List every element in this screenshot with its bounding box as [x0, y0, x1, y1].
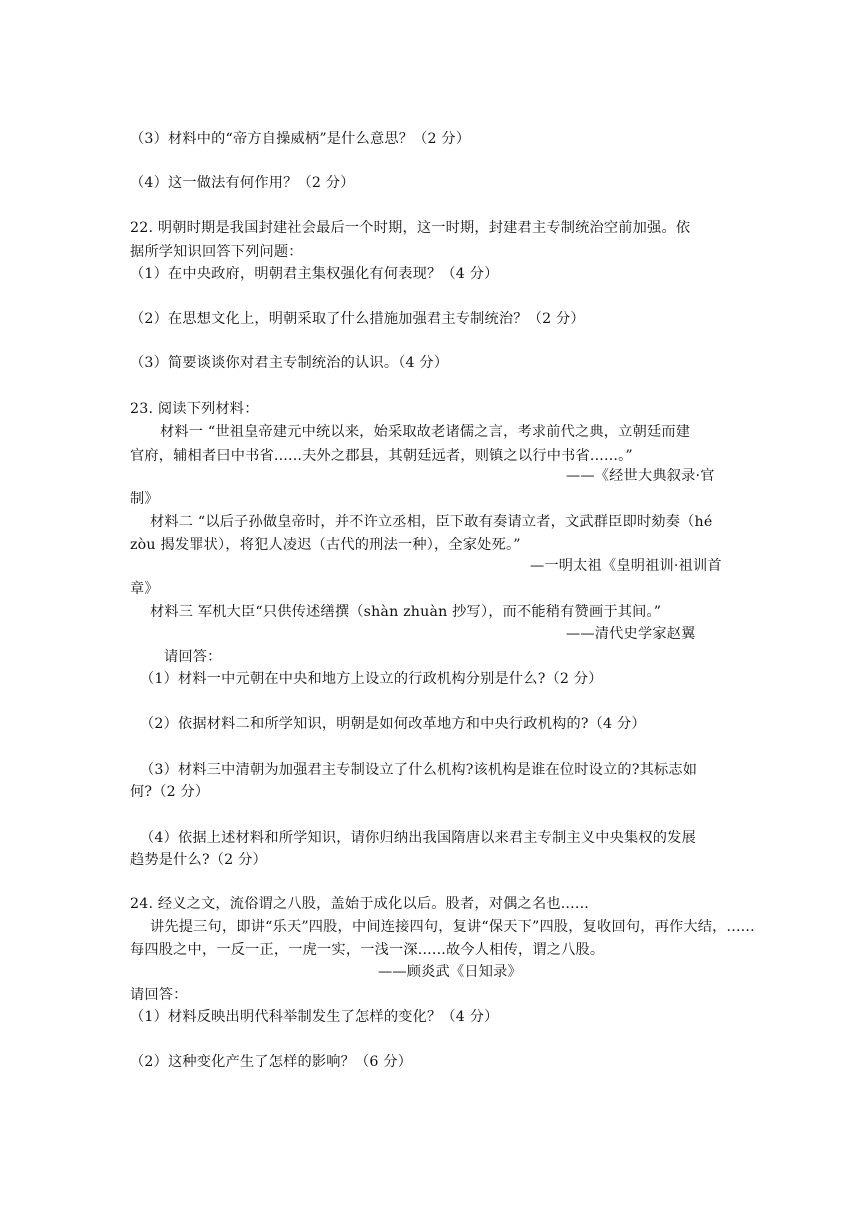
- q22-part1: （1）在中央政府，明朝君主集权强化有何表现？（4 分）: [130, 266, 499, 282]
- q23-material2-line1: 材料二 “以后子孙做皇帝时，并不许立丞相，臣下敢有奏请立者，文武群臣即时劾奏（hé: [150, 514, 713, 530]
- q23-material1-source-cont: 制》: [130, 491, 159, 507]
- q23-material1-line2: 官府，辅相者曰中书省......夫外之郡县，其朝廷远者，则镇之以行中书省......。”: [130, 448, 633, 464]
- q23-part4-line2: 趋势是什么?（2 分）: [130, 852, 267, 868]
- q24-source: ——顾炎武《日知录》: [378, 964, 522, 980]
- q21-part3: （3）材料中的“帝方自操威柄”是什么意思？（2 分）: [130, 131, 471, 147]
- q22-part3: （3）简要谈谈你对君主专制统治的认识。（4 分）: [130, 355, 449, 371]
- q24-part1: （1）材料反映出明代科举制发生了怎样的变化？（4 分）: [130, 1009, 499, 1025]
- q23-part3-line1: （3）材料三中清朝为加强君主专制设立了什么机构?该机构是谁在位时设立的?其标志如: [140, 762, 698, 778]
- q24-stem-line2: 讲先提三句，即讲“乐天”四股，中间连接四句，复讲“保天下”四股，复收回句，再作大结，......: [150, 919, 755, 935]
- q23-stem: 23. 阅读下列材料：: [130, 401, 259, 417]
- q23-material2-source-cont: 章》: [130, 581, 159, 597]
- q21-part4: （4）这一做法有何作用？（2 分）: [130, 175, 355, 191]
- q23-material1-source: ——《经世大典叙录·官: [566, 468, 715, 484]
- q22-stem-line1: 22. 明朝时期是我国封建社会最后一个时期，这一时期，封建君主专制统治空前加强。依: [130, 220, 691, 236]
- q23-part2: （2）依据材料二和所学知识，明朝是如何改革地方和中央行政机构的?（4 分）: [140, 716, 646, 732]
- q24-stem-line3: 每四股之中，一反一正，一虎一实，一浅一深......故今人相传，谓之八股。: [130, 942, 605, 958]
- q23-part3-line2: 何?（2 分）: [130, 784, 210, 800]
- q22-part2: （2）在思想文化上，明朝采取了什么措施加强君主专制统治？（2 分）: [130, 311, 585, 327]
- q24-ask: 请回答：: [130, 987, 188, 1003]
- q23-material2-source: —一明太祖《皇明祖训·祖训首: [530, 558, 722, 574]
- q23-ask: 请回答：: [164, 649, 222, 665]
- q23-part4-line1: （4）依据上述材料和所学知识，请你归纳出我国隋唐以来君主专制主义中央集权的发展: [140, 830, 696, 846]
- q23-material2-line2: zòu 揭发罪状），将犯人凌迟（古代的刑法一种），全家处死。”: [130, 537, 521, 553]
- q24-part2: （2）这种变化产生了怎样的影响？（6 分）: [130, 1054, 413, 1070]
- q23-material3: 材料三 军机大臣“只供传述缮撰（shàn zhuàn 抄写），而不能稍有赞画于其间。”: [150, 604, 662, 620]
- q24-stem-line1: 24. 经义之文，流俗谓之八股，盖始于成化以后。股者，对偶之名也......: [130, 896, 589, 912]
- q22-stem-line2: 据所学知识回答下列问题：: [130, 244, 303, 260]
- q23-part1: （1）材料一中元朝在中央和地方上设立的行政机构分别是什么?（2 分）: [140, 671, 603, 687]
- q23-material1-line1: 材料一 “世祖皇帝建元中统以来，始采取故老诸儒之言，考求前代之典，立朝廷而建: [160, 424, 691, 440]
- q23-material3-source: ——清代史学家赵翼: [566, 626, 696, 642]
